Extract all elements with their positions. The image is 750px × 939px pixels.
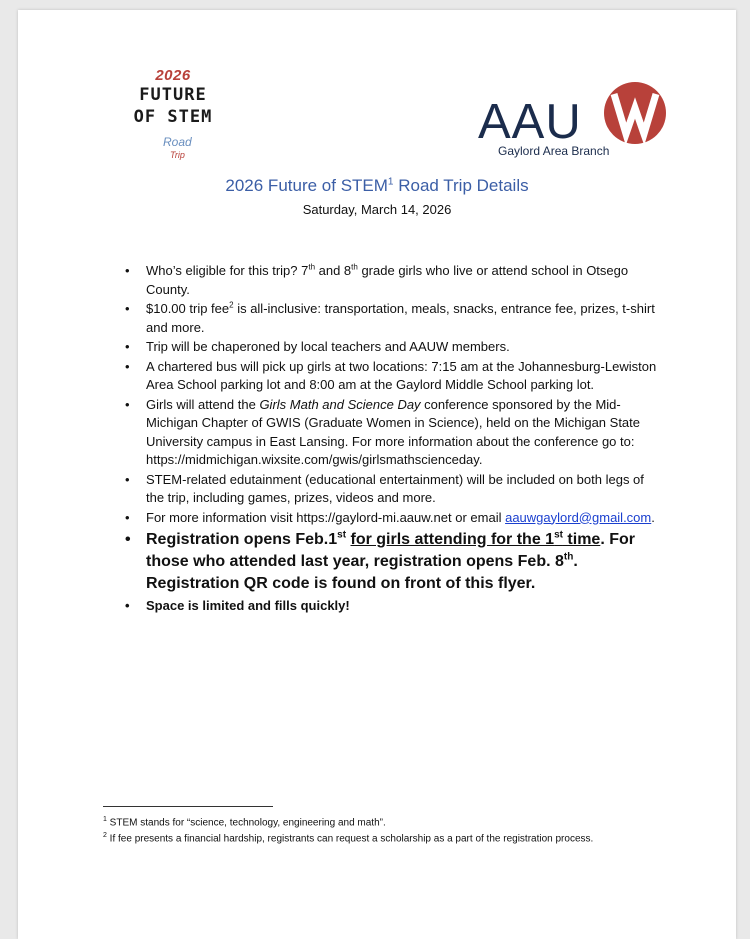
logo-year: 2026 — [155, 67, 191, 84]
future-of-stem-logo — [108, 67, 238, 160]
page-title: 2026 Future of STEM$^1$ Road Trip Details — [225, 176, 529, 195]
list-item-chaperones: • Trip will be chaperoned by local teachers and AAUW members. — [125, 338, 665, 357]
footnote-divider — [103, 806, 273, 807]
footnote-1: $^1$ STEM stands for “science, technology, engineering and math”. — [103, 816, 386, 829]
list-item-bus: • A chartered bus will pick up girls at two locations: 7:15 am at the Johannesburg-Lewiston Area School parking lot and 8:00 am at the Gaylord Middle School parking lot. — [125, 358, 665, 395]
logo-line-future: FUTURE — [139, 85, 207, 105]
footnote-2: $^2$ If fee presents a financial hardship, registrants can request a scholarship as a part of the registration process. — [103, 832, 594, 845]
aauw-letters: AAU — [478, 95, 582, 149]
list-item-edutainment: • STEM-related edutainment (educational entertainment) will be included on both legs of the trip, including games, prizes, videos and more. — [125, 471, 665, 508]
list-item-fee: • $10.00 trip fee$^2$ is all-inclusive: transportation, meals, snacks, entrance fee, prizes, t-shirt and more. — [125, 300, 665, 337]
list-item-conference: • Girls will attend the Girls Math and Science Day conference sponsored by the Mid-Michigan Chapter of GWIS (Graduate Women in Science), held on the Michigan State University campus in East Lansing. For more information about the conference go to: https://midmichigan.wixsite.com/gwis/girlsmathscienceday. — [125, 396, 665, 470]
aauw-w-mark-icon — [604, 80, 666, 146]
logo-trip: Trip — [170, 150, 185, 160]
logo-line-of-stem: OF STEM — [133, 107, 213, 127]
email-link[interactable]: aauwgaylord@gmail.com — [505, 509, 652, 525]
details-list — [125, 262, 665, 617]
aauw-branch-name: Gaylord Area Branch — [498, 144, 610, 158]
list-item-space-limited: • Space is limited and fills quickly! — [125, 597, 665, 616]
aauw-logo — [478, 80, 678, 170]
event-date: Saturday, March 14, 2026 — [302, 202, 452, 217]
footnotes — [103, 813, 648, 846]
flyer-page — [18, 10, 736, 939]
list-item-registration: • Registration opens Feb.1st for girls attending for the 1st time. For those who attended last year, registration opens Feb. 8th. Registration QR code is found on front of this flyer. — [125, 529, 665, 595]
list-item-more-info: • For more information visit https://gaylord-mi.aauw.net or email aauwgaylord@gmail.com. — [125, 509, 665, 528]
list-item-eligibility: • Who’s eligible for this trip? 7th and 8th grade girls who live or attend school in Otsego County. — [125, 262, 665, 299]
logo-road: Road — [163, 135, 192, 149]
